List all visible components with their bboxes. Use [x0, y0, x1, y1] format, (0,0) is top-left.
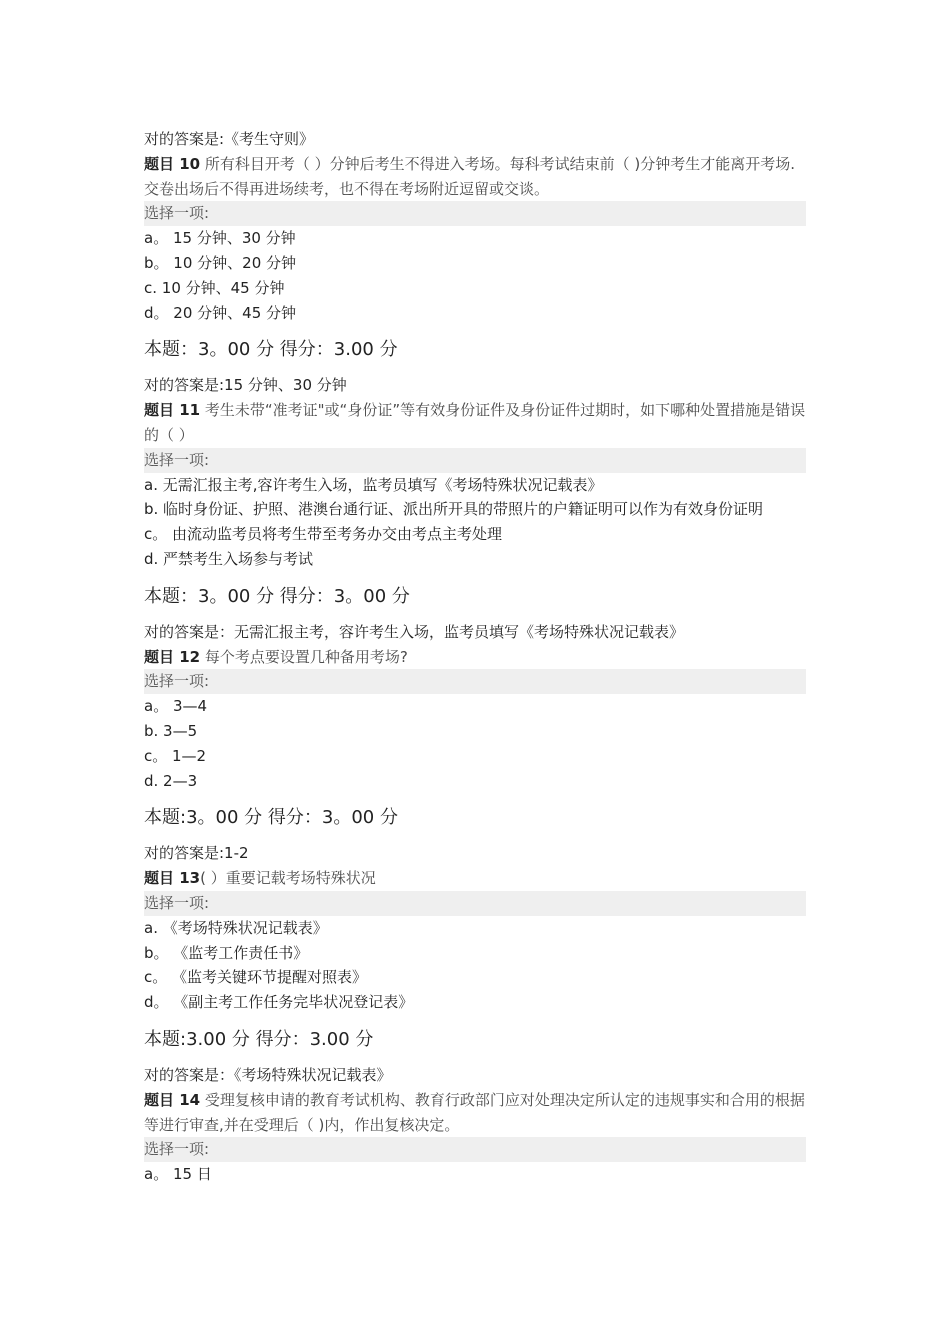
intro-answer: 对的答案是:《考生守则》	[144, 130, 315, 148]
correct-answer: 对的答案是:15 分钟、30 分钟	[144, 376, 347, 395]
correct-answer: 对的答案是:1-2	[144, 844, 249, 863]
choose-one-label: 选择一项:	[144, 669, 806, 694]
option-b[interactable]: b. 3—5	[144, 721, 198, 740]
correct-answer: 对的答案是：无需汇报主考，容许考生入场，监考员填写《考场特殊状况记载表》	[144, 622, 685, 641]
question-body: 考生未带“准考证"或“身份证”等有效身份证件及身份证件过期时，如下哪种处置措施是错误的（ ）	[144, 401, 806, 444]
option-d[interactable]: d. 2—3	[144, 771, 198, 790]
question-text	[144, 398, 806, 448]
question-10	[144, 152, 806, 398]
score-line: 本题:3。00 分 得分：3。00 分	[144, 807, 398, 829]
question-label: 题目 12	[144, 647, 201, 666]
question-text	[144, 1088, 806, 1138]
option-b[interactable]: b。 《监考工作责任书》	[144, 943, 309, 962]
option-d[interactable]: d。 《副主考工作任务完毕状况登记表》	[144, 993, 414, 1012]
question-label: 题目 10	[144, 154, 201, 173]
choose-one-label: 选择一项:	[144, 448, 806, 473]
document-page	[144, 127, 806, 1187]
option-c[interactable]: c。 《监考关键环节提醒对照表》	[144, 968, 368, 987]
score-line: 本题：3。00 分 得分：3。00 分	[144, 585, 410, 607]
option-a[interactable]: a。 3—4	[144, 697, 208, 716]
option-a[interactable]: a. 无需汇报主考,容许考生入场，监考员填写《考场特殊状况记载表》	[144, 475, 603, 494]
option-c[interactable]: c。 1—2	[144, 746, 207, 765]
question-label: 题目 11	[144, 401, 201, 420]
option-c[interactable]: c。 由流动监考员将考生带至考务办交由考点主考处理	[144, 525, 503, 544]
choose-one-label: 选择一项:	[144, 1137, 806, 1162]
question-11	[144, 398, 806, 644]
question-body: 受理复核申请的教育考试机构、教育行政部门应对处理决定所认定的违规事实和合用的根据等进行审查,并在受理后（ )内，作出复核决定。	[144, 1090, 805, 1134]
question-text	[144, 866, 806, 891]
question-body: 每个考点要设置几种备用考场?	[204, 647, 408, 666]
question-12	[144, 645, 806, 867]
question-14	[144, 1088, 806, 1187]
question-body: 所有科目开考（ ）分钟后考生不得进入考场。每科考试结束前（ )分钟考生才能离开考场.交卷出场后不得再进场续考，也不得在考场附近逗留或交谈。	[144, 154, 796, 198]
option-a[interactable]: a。 15 日	[144, 1165, 212, 1184]
question-text	[144, 645, 806, 670]
score-line: 本题：3。00 分 得分：3.00 分	[144, 339, 398, 361]
score-line: 本题:3.00 分 得分：3.00 分	[144, 1028, 374, 1050]
option-d[interactable]: d. 严禁考生入场参与考试	[144, 549, 314, 568]
option-d[interactable]: d。 20 分钟、45 分钟	[144, 303, 297, 322]
correct-answer: 对的答案是：《考场特殊状况记载表》	[144, 1065, 392, 1084]
question-label: 题目 14	[144, 1090, 201, 1109]
question-13	[144, 866, 806, 1088]
question-text	[144, 152, 806, 202]
question-body: ( ）重要记载考场特殊状况	[200, 869, 376, 888]
question-label: 题目 13	[144, 869, 201, 888]
choose-one-label: 选择一项:	[144, 891, 806, 916]
option-a[interactable]: a。 15 分钟、30 分钟	[144, 229, 296, 248]
option-b[interactable]: b. 临时身份证、护照、港澳台通行证、派出所开具的带照片的户籍证明可以作为有效身份证明	[144, 500, 764, 519]
option-a[interactable]: a. 《考场特殊状况记载表》	[144, 918, 328, 937]
option-b[interactable]: b。 10 分钟、20 分钟	[144, 253, 297, 272]
choose-one-label: 选择一项:	[144, 201, 806, 226]
option-c[interactable]: c. 10 分钟、45 分钟	[144, 278, 285, 297]
